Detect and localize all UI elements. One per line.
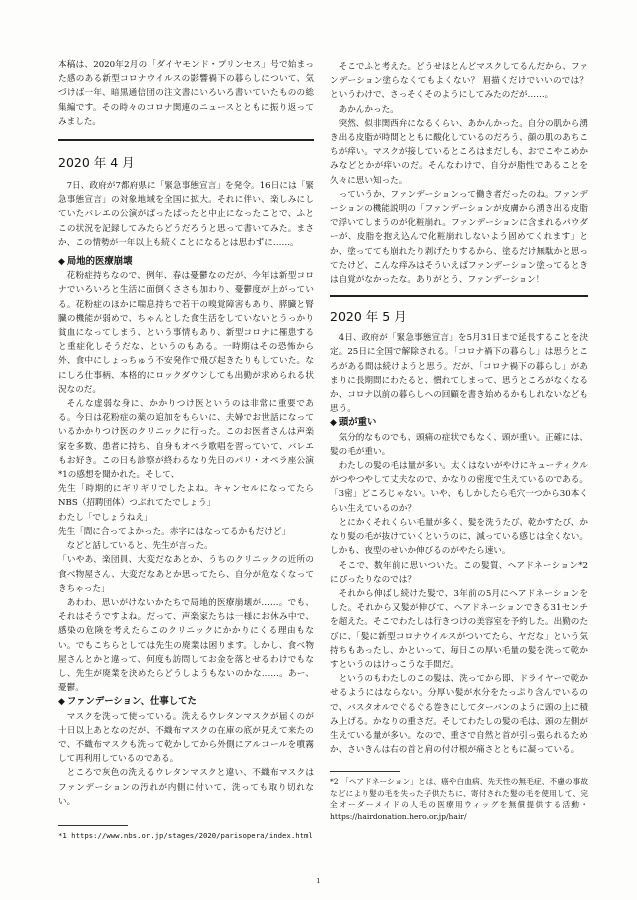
may-intro: 4日、政府が「緊急事態宣言」を5月31日まで延長することを決定。25日に全国で解除される。「コロナ禍下の暮らし」は思うところがある間は続けようと思う。だが、「コロナ禍下の暮らし」があまりに長期間にわたると、慣れてしまって、思うところがなくなるか、コロナ以前の暮らしへの回顧を書き始めるかもしれないなども思う。 <box>330 333 588 415</box>
paragraph: マスクを洗って使っている。洗えるウレタンマスクが届くのが十日以上あとなのだが、不織布マスクの在庫の底が見えて来たので、不織布マスクも洗って乾かしてから外側にアルコールを噴霧して再利用しているのである。 <box>58 711 314 765</box>
paragraph: あわわ、思いがけないかたちで局地的医療崩壊が……。でも、それはそうですよね。だって、声楽家たちは一様にお休み中で、感染の危険を考えたらこのクリニックにかかりにくる理由もない。でもこちらとしては先生の廃業は困ります。しかし、食べ物屋さんとかと違って、何度も訪問してお金を落とせるわけでもなし、先生が廃業を決めたらどうしようもないのかな……。あー、憂鬱。 <box>58 597 314 694</box>
section-title-medical-collapse: ◆ 局地的医療崩壊 <box>58 256 133 268</box>
paragraph: というのもわたしのこの髪は、洗ってから即、ドライヤーで乾かせるようにはならない。分厚い髪が水分をたっぷり含んでいるので、バスタオルでぐるぐる巻きにしてターバンのように頭の上に積み上げる。かなりの重さだ。そしてわたしの髪の毛は、頭の左側が生えている量が多い。なので、重さで自然と首が引っ張られるためか、さいきんは右の首と肩の付け根が痛さとともに凝っている。 <box>330 674 588 756</box>
section-title-foundation: ◆ ファンデーション、仕事してた <box>58 696 197 708</box>
page-number: 1 <box>316 877 321 885</box>
footnote-1: *1 https://www.nbs.or.jp/stages/2020/parisopera/index.html <box>58 830 313 840</box>
heading-may: 2020 年 5 月 <box>330 309 407 325</box>
footnote-2: *2 「ヘアドネーション」とは、癌や白血病、先天性の無毛症、不慮の事故などにより髪の毛を失った子供たちに、寄付された髪の毛を使用して、完全オーダーメイドの人毛の医療用ウィッグを無償提供する活動・https://hairdonation.hero.or.jp/hair/ <box>330 777 588 821</box>
heading-april: 2020 年 4 月 <box>58 155 135 171</box>
intro-text: 本稿は、2020年2月の「ダイヤモンド・プリンセス」号で始まった感のある新型コロナウイルスの影響禍下の暮らしについて、気づけば一年、暗黒通信団の注文書にいろいろ書いていたものの総集編です。その時々のコロナ関連のニュースとともに振り返ってみました。 <box>58 60 314 127</box>
paragraph: あかんかった。 <box>338 104 399 115</box>
dialogue-line: わたし「でしょうねえ」 <box>58 512 153 523</box>
paragraph: 花粉症持ちなので、例年、春は憂鬱なのだが、今年は新型コロナでいろいろと生活に面倒くささも加わり、憂鬱度が上がっている。花粉症のほかに喘息持ちで若干の嗅覚障害もあり、膵臓と腎臓の機能が弱めで、ちゃんとした食生活をしていないとうっかり貧血になってしまう、という事情もあり、新型コロナに罹患すると重症化しそうだな、というのもある。一時期はその恐怖から外、食中にしょっちゅう不安発作で飛び起きたりもしていた。なにしろ仕事柄、本格的にロックダウンしても出勤が求められる状況なのだ。 <box>58 271 314 395</box>
april-intro: 7日、政府が7都府県に「緊急事態宣言」を発令。16日には「緊急事態宣言」の対象地域を全国に拡大。それに伴い、楽しみにしていたバレエの公演がぱったぱったと中止になったことで、ふとこの状況を記録してみたらどうだろうと思って書いてみた。まさか、この情勢が一年以上も続くことになるとは思わずに……。 <box>58 181 314 248</box>
paragraph: そこでふと考えた。どうせほとんどマスクしてるんだから、ファンデーション塗らなくてもよくない？ 眉描くだけでいいのでは？ というわけで、さっそくそのようにしてみたのだが……。 <box>330 62 588 101</box>
paragraph: ところで灰色の洗えるウレタンマスクと違い、不織布マスクはファンデーションの汚れが内側に付いて、洗っても取り切れない。 <box>58 768 314 807</box>
paragraph: などと話していると、先生が言った。 <box>66 541 213 552</box>
dialogue-line: 先生「時期的にギリギリでしたよね。キャンセルになってたらNBS（招聘団体）つぶれてたでしょう」 <box>58 484 314 509</box>
paragraph: っていうか、ファンデーションって働き者だったのね。ファンデーションの機能説明の「ファンデーションが皮膚から湧き出る皮脂で浮いてしまうのが化粧崩れ。ファンデーションに含まれるパウダーが、皮脂を抱え込んで化粧崩れしないよう固めてくれます」とか、塗ってても崩れたり剥げたりするから、塗るだけ無駄かと思ってたけど、こんな痒みはそういえばファンデーション塗ってるときは自覚がなかったな。ありがとう、ファンデーション！ <box>330 189 588 286</box>
paragraph: そんな虚弱な身に、かかりつけ医というのは非常に重要である。今日は花粉症の薬の追加をもらいに、夫婦でお世話になっているかかりつけ医のクリニックに行った。このお医者さんは声楽家を多数、患者に持ち、自身もオペラ歌唱を習っていて、バレエもお好き。この日も診察が終わるなり先日のパリ・オペラ座公演*1の感想を聞かれた。そして、 <box>58 399 314 481</box>
paragraph: 気分的なものでも、頭痛の症状でもなく、頭が重い。正確には、髪の毛が重い。 <box>330 432 588 457</box>
left-column <box>58 0 314 841</box>
paragraph: わたしの髪の毛は量が多い。太くはないがやけにキューティクルがつやつやして丈夫なので、かなりの密度で生えているのである。「3密」どころじゃない。いや、もしかしたら毛穴一つから30本くらい生えているのか？ <box>330 461 588 514</box>
paragraph: そこで、数年前に思いついた。この髪質、ヘアドネーション*2にぴったりなのでは？ <box>330 560 588 585</box>
paragraph: 突然、似非関西弁になるくらい、あかんかった。自分の肌から湧き出る皮脂が時間とともに酸化しているのだろう、顔の肌のあちこちが痒い。マスクが接しているところはまだしも、おでこやこめかみなどとかが痒いのだ。そんなわけで、自分が脂性であることを久々に思い知った。 <box>330 118 588 186</box>
right-column <box>330 0 588 822</box>
diamond-bullet-icon: ◆ <box>330 418 337 429</box>
section-title-heavy-head: ◆ 頭が重い <box>330 417 377 429</box>
paragraph: とにかくそれくらい毛量が多く、髪を洗うたび、乾かすたび、かなり髪の毛が抜けていくというのに、減っている感じは全くない。しかも、夜型のせいか伸びるのがやたら速い。 <box>330 517 588 557</box>
quote: 「いやあ、楽団員、大変だなあとか、うちのクリニックの近所の食べ物屋さん、大変だなあとか思ってたら、自分が危なくなってきちゃった」 <box>58 555 314 594</box>
paragraph: それから伸ばし続けた髪で、3年前の5月にヘアドネーションをした。それから又髪が伸びて、ヘアドネーションできる31センチを超えた。そこでわたしは行きつけの美容室を予約した。出勤のたびに、「髪に新型コロナウイルスがついてたら、ヤだな」という気持ちもあったし、かといって、毎日この厚い毛量の髪を洗って乾かすというのはけっこうな手間だ。 <box>330 588 588 670</box>
dialogue-line: 先生「間に合ってよかった。赤字にはなってるかもだけど」 <box>58 526 291 537</box>
diamond-bullet-icon: ◆ <box>58 697 65 708</box>
diamond-bullet-icon: ◆ <box>58 257 65 268</box>
